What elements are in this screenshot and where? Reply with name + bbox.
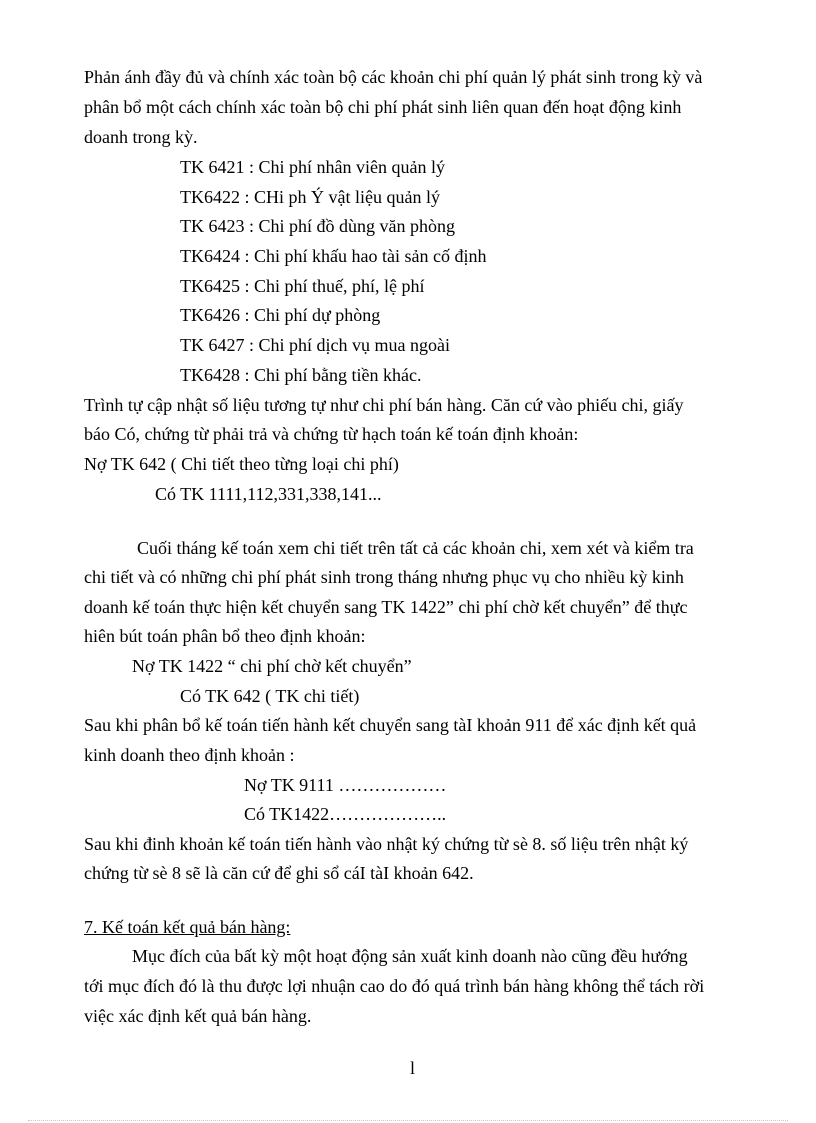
month-end-line-3: doanh kế toán thực hiện kết chuyển sang TK 1422” chi phí chờ kết chuyển” để thực [84, 597, 688, 617]
section-7-line-2: tới mục đích đó là thu được lợi nhuận cao do đó quá trình bán hàng không thể tách rời [84, 976, 705, 996]
account-6425: TK6425 : Chi phí thuế, phí, lệ phí [180, 276, 425, 296]
month-end-line-1: Cuối tháng kế toán xem chi tiết trên tất cả các khoản chi, xem xét và kiểm tra [137, 538, 694, 558]
section-7-line-3: việc xác định kết quả bán hàng. [84, 1006, 312, 1026]
page-bottom-divider [28, 1120, 788, 1121]
intro-line-1: Phản ánh đầy đủ và chính xác toàn bộ các khoản chi phí quản lý phát sinh trong kỳ và [84, 67, 703, 87]
month-end-line-2: chi tiết và có những chi phí phát sinh trong tháng nhưng phục vụ cho nhiều kỳ kinh [84, 567, 684, 587]
intro-line-3: doanh trong kỳ. [84, 127, 198, 147]
account-6421: TK 6421 : Chi phí nhân viên quản lý [180, 157, 445, 177]
month-end-line-4: hiên bút toán phân bổ theo định khoản: [84, 626, 366, 646]
account-6424: TK6424 : Chi phí khấu hao tài sản cố định [180, 246, 487, 266]
after-allocation-line-2: kinh doanh theo định khoản : [84, 745, 295, 765]
procedure-line-2: báo Có, chứng từ phải trả và chứng từ hạch toán kế toán định khoản: [84, 424, 579, 444]
account-6427: TK 6427 : Chi phí dịch vụ mua ngoài [180, 335, 450, 355]
entry1-credit: Có TK 1111,112,331,338,141... [155, 484, 382, 504]
entry3-credit: Có TK1422……………….. [244, 804, 447, 824]
journal-line-1: Sau khi đinh khoản kế toán tiến hành vào nhật ký chứng từ sè 8. số liệu trên nhật ký [84, 834, 689, 854]
account-6428: TK6428 : Chi phí bằng tiền khác. [180, 365, 422, 385]
entry1-debit: Nợ TK 642 ( Chi tiết theo từng loại chi phí) [84, 454, 399, 474]
intro-line-2: phân bổ một cách chính xác toàn bộ chi phí phát sinh liên quan đến hoạt động kinh [84, 97, 682, 117]
after-allocation-line-1: Sau khi phân bổ kế toán tiến hành kết chuyển sang tàI khoản 911 để xác định kết quả [84, 715, 697, 735]
procedure-line-1: Trình tự cập nhật số liệu tương tự như chi phí bán hàng. Căn cứ vào phiếu chi, giấy [84, 395, 684, 415]
entry3-debit: Nợ TK 9111 ……………… [244, 775, 447, 795]
account-6423: TK 6423 : Chi phí đồ dùng văn phòng [180, 216, 455, 236]
section-7-line-1: Mục đích của bất kỳ một hoạt động sản xuất kinh doanh nào cũng đều hướng [132, 946, 688, 966]
account-6426: TK6426 : Chi phí dự phòng [180, 305, 381, 325]
section-7-heading: 7. Kế toán kết quả bán hàng: [84, 917, 291, 937]
page-number: l [410, 1058, 416, 1078]
account-6422: TK6422 : CHi ph Ý vật liệu quản lý [180, 187, 440, 207]
entry2-credit: Có TK 642 ( TK chi tiết) [180, 686, 360, 706]
journal-line-2: chứng từ sè 8 sẽ là căn cứ để ghi sổ cáI tàI khoản 642. [84, 863, 474, 883]
entry2-debit: Nợ TK 1422 “ chi phí chờ kết chuyển” [132, 656, 412, 676]
